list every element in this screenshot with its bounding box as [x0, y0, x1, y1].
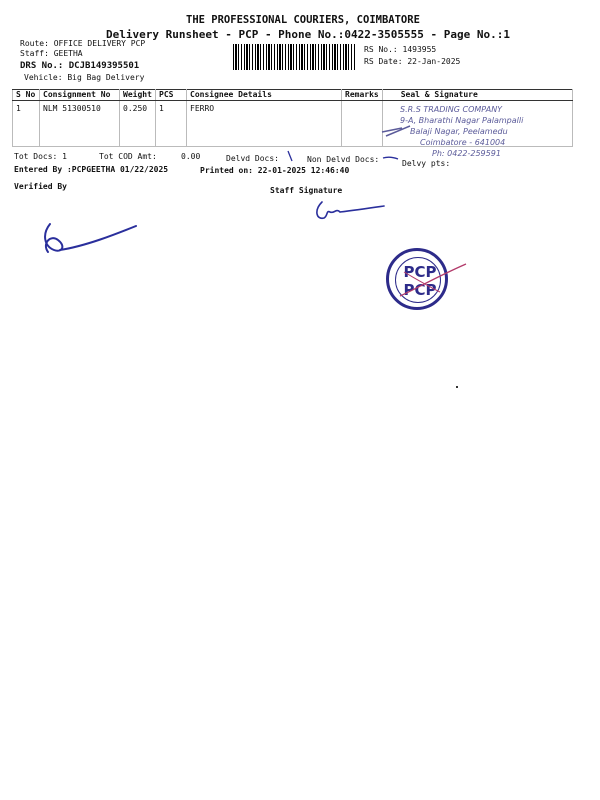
staff-label: Staff: GEETHA [20, 49, 83, 58]
staff-signature [312, 198, 392, 226]
stamp-signature-stroke [394, 262, 470, 302]
header-consignee: Consignee Details [187, 90, 342, 101]
header-sno: S No [13, 90, 40, 101]
rs-number: RS No.: 1493955 [364, 45, 437, 54]
header-weight: Weight [120, 90, 156, 101]
seal-line-1: S.R.S TRADING COMPANY [400, 105, 503, 114]
company-title: THE PROFESSIONAL COURIERS, COIMBATORE [186, 14, 420, 26]
verified-signature [36, 220, 146, 260]
staff-signature-label: Staff Signature [270, 186, 343, 195]
handwritten-tick-mark [285, 149, 295, 163]
rs-date: RS Date: 22-Jan-2025 [364, 57, 461, 66]
drs-number: DRS No.: DCJB149395501 [20, 61, 140, 71]
delvy-pts: Delvy pts: [402, 159, 451, 168]
cell-remarks [342, 101, 383, 147]
vehicle-label: Vehicle: Big Bag Delivery [24, 73, 145, 82]
tot-cod-label: Tot COD Amt: [99, 152, 157, 161]
cell-sno: 1 [13, 101, 40, 147]
cell-pcs: 1 [156, 101, 187, 147]
header-seal: Seal & Signature [382, 90, 572, 101]
cell-consignment: NLM 51300510 [40, 101, 120, 147]
header-remarks: Remarks [342, 90, 383, 101]
entered-by: Entered By :PCPGEETHA 01/22/2025 [14, 165, 169, 174]
runsheet-title: Delivery Runsheet - PCP - Phone No.:0422-3505555 - Page No.:1 [106, 28, 510, 41]
seal-line-3: Balaji Nagar, Peelamedu [410, 127, 508, 136]
verified-by-label: Verified By [14, 182, 67, 191]
seal-arrow-mark [380, 118, 420, 140]
printed-on: Printed on: 22-01-2025 12:46:40 [200, 166, 350, 175]
table-header-row [13, 90, 573, 101]
route-label: Route: OFFICE DELIVERY PCP [20, 39, 146, 48]
header-pcs: PCS [156, 90, 187, 101]
stamp-text-bottom: PCP [403, 281, 437, 299]
tot-docs: Tot Docs: 1 [14, 152, 67, 161]
cell-weight: 0.250 [120, 101, 156, 147]
seal-line-4: Coimbatore - 641004 [420, 138, 506, 147]
non-delvd-docs: Non Delvd Docs: [307, 155, 380, 164]
cell-consignee: FERRO [187, 101, 342, 147]
seal-line-5: Ph: 0422-259591 [432, 149, 501, 158]
seal-line-2: 9-A, Bharathi Nagar Palampalli [400, 116, 524, 125]
handwritten-dash-mark [382, 154, 400, 162]
stray-dot [456, 386, 458, 388]
stamp-text-top: PCP [403, 263, 437, 281]
tot-cod-value: 0.00 [181, 152, 201, 161]
delvd-docs: Delvd Docs: [226, 154, 279, 163]
header-consignment: Consignment No [40, 90, 120, 101]
barcode [233, 44, 356, 70]
